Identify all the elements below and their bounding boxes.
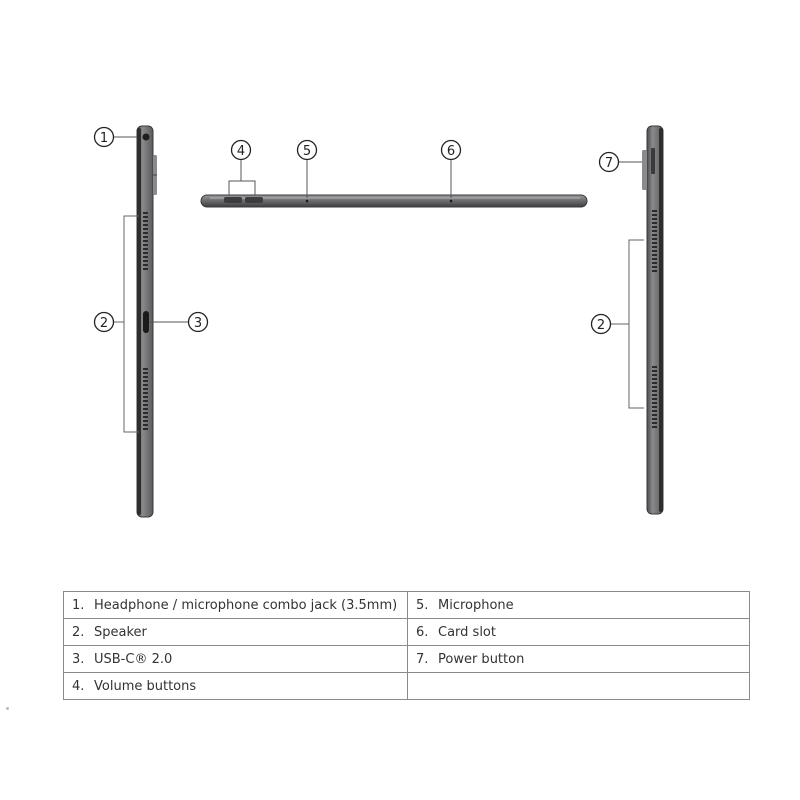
legend-index: 2.: [72, 624, 85, 640]
volume-button-right: [245, 197, 263, 203]
legend-row: [64, 592, 750, 619]
left-side-view: [95, 126, 208, 517]
callout-2-left-number: 2: [99, 316, 109, 331]
callout-1-number: 1: [99, 131, 109, 146]
legend-cell: [408, 646, 750, 673]
stray-dot: [6, 707, 9, 710]
legend-label: Card slot: [438, 624, 496, 640]
legend-index: 5.: [416, 597, 429, 613]
legend-index: 7.: [416, 651, 429, 667]
legend-index: 1.: [72, 597, 85, 613]
volume-button-left: [224, 197, 242, 203]
legend-row: [64, 673, 750, 700]
callout-5-number: 5: [302, 144, 312, 159]
callout-3-number: 3: [193, 316, 203, 331]
legend-cell: [64, 646, 408, 673]
legend-index: 4.: [72, 678, 85, 694]
legend-label: Power button: [438, 651, 525, 667]
microphone-hole: [306, 200, 309, 203]
legend-cell: [408, 673, 750, 700]
legend-label: Volume buttons: [94, 678, 197, 694]
usb-c-port: [143, 311, 149, 333]
legend-label: USB-C® 2.0: [94, 651, 173, 667]
headphone-jack: [143, 134, 150, 141]
left-speaker-grille-upper: [143, 212, 148, 270]
callout-6-number: 6: [446, 144, 456, 159]
legend-cell: [408, 619, 750, 646]
legend-cell: [408, 592, 750, 619]
legend-row: [64, 646, 750, 673]
callout-7-number: 7: [604, 156, 614, 171]
legend-label: Microphone: [438, 597, 514, 613]
right-device-screen-edge: [659, 128, 663, 512]
card-slot: [651, 148, 655, 174]
legend-index: 3.: [72, 651, 85, 667]
callout-2-right-number: 2: [596, 318, 606, 333]
legend-cell: [64, 673, 408, 700]
legend-index: 6.: [416, 624, 429, 640]
legend-cell: [64, 619, 408, 646]
legend-cell: [64, 592, 408, 619]
legend-row: [64, 619, 750, 646]
left-device-screen-edge: [137, 128, 141, 515]
callout-4-number: 4: [236, 144, 246, 159]
volume-bracket: [229, 181, 255, 195]
legend-table: [63, 591, 750, 700]
power-button: [642, 150, 647, 190]
top-view: [201, 141, 587, 208]
right-side-view: [592, 126, 664, 514]
legend-label: Headphone / microphone combo jack (3.5mm): [94, 597, 398, 613]
speaker-bracket-right: [629, 240, 644, 408]
card-slot-mark: [450, 200, 453, 203]
legend-label: Speaker: [94, 624, 147, 640]
